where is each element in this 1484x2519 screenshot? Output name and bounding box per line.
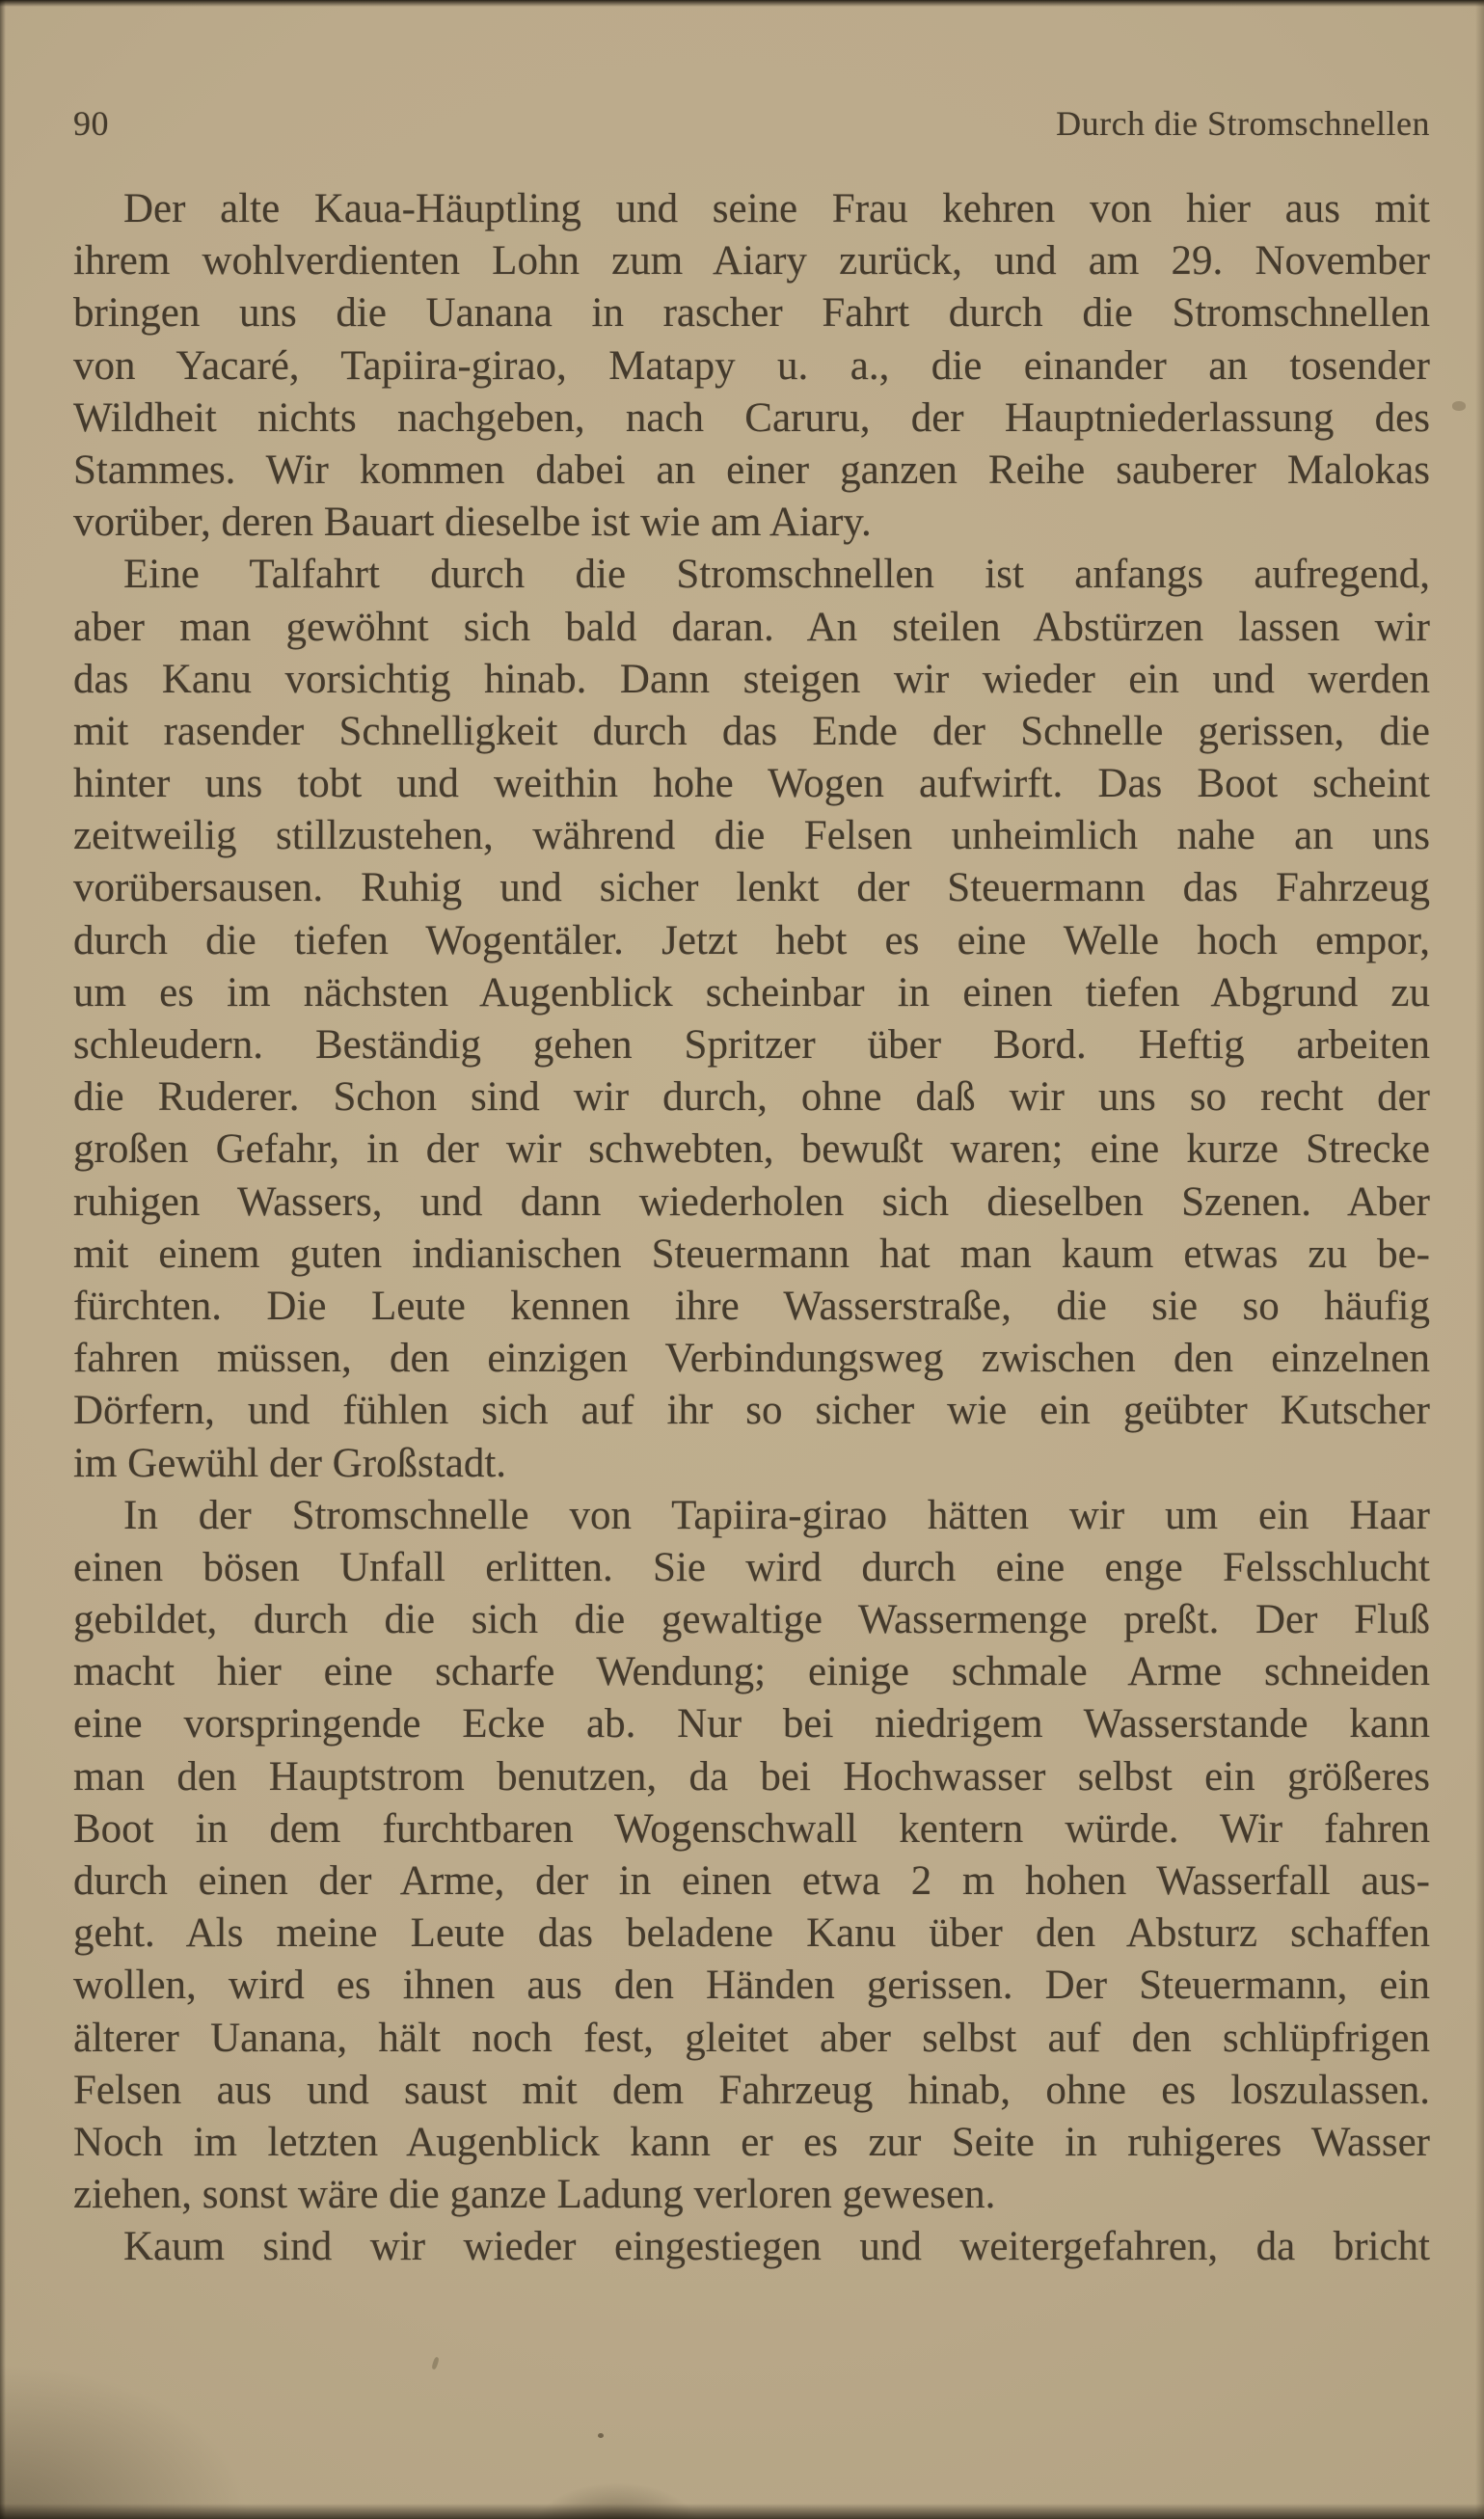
paper-smudge [526,2478,709,2519]
scan-edge-left [0,0,6,2519]
text-line: Wildheit nichts nachgeben, nach Caruru, der Hauptniederlassung des [73,394,1430,441]
text-line: um es im nächsten Augenblick scheinbar in einen tiefen Abgrund zu [73,969,1430,1016]
text-line: hinter uns tobt und weithin hohe Wogen aufwirft. Das Boot scheint [73,761,1430,807]
text-line: vorübersausen. Ruhig und sicher lenkt der Steuermann das Fahrzeug [73,865,1430,911]
text-line: Noch im letzten Augenblick kann er es zur Seite in ruhigeres Wasser [73,2119,1430,2165]
text-line: mit rasender Schnelligkeit durch das Ende der Schnelle gerissen, die [73,708,1430,754]
scan-edge-top [0,0,1484,7]
text-line: im Gewühl der Großstadt. [73,1440,507,1486]
text-line: fürchten. Die Leute kennen ihre Wasserstraße, die sie so häufig [73,1283,1430,1329]
text-line: mit einem guten indianischen Steuermann hat man kaum etwas zu be- [73,1231,1430,1277]
text-line: die Ruderer. Schon sind wir durch, ohne daß wir uns so recht der [73,1074,1430,1121]
text-line: zeitweilig stillzustehen, während die Felsen unheimlich nahe an uns [73,813,1430,859]
text-line: Eine Talfahrt durch die Stromschnellen ist anfangs aufregend, [123,552,1430,598]
text-line: fahren müssen, den einzigen Verbindungsweg zwischen den einzelnen [73,1336,1430,1382]
text-body [73,183,1430,2274]
page-number: 90 [73,104,109,143]
paper-corner-shade [0,2363,251,2519]
running-header-title: Durch die Stromschnellen [1056,104,1430,143]
text-line: Felsen aus und saust mit dem Fahrzeug hinab, ohne es loszulassen. [73,2067,1430,2113]
paper-speck [431,2357,440,2370]
text-line: schleudern. Beständig gehen Spritzer über Bord. Heftig arbeiten [73,1022,1430,1068]
text-line: Stammes. Wir kommen dabei an einer ganzen Reihe sauberer Malokas [73,447,1430,493]
scan-edge-right [1475,0,1484,2519]
text-line: von Yacaré, Tapiira-girao, Matapy u. a., die einander an tosender [73,342,1430,389]
text-line: geht. Als meine Leute das beladene Kanu über den Absturz schaffen [73,1910,1430,1957]
text-line: einen bösen Unfall erlitten. Sie wird durch eine enge Felsschlucht [73,1544,1430,1590]
text-line: ziehen, sonst wäre die ganze Ladung verloren gewesen. [73,2172,996,2218]
paper-speck [598,2433,604,2438]
text-line: durch einen der Arme, der in einen etwa 2 m hohen Wasserfall aus- [73,1858,1430,1904]
text-line: ruhigen Wassers, und dann wiederholen sich dieselben Szenen. Aber [73,1178,1430,1225]
text-line: das Kanu vorsichtig hinab. Dann steigen wir wieder ein und werden [73,656,1430,702]
text-line: aber man gewöhnt sich bald daran. An steilen Abstürzen lassen wir [73,604,1430,650]
text-line: In der Stromschnelle von Tapiira-girao hätten wir um ein Haar [123,1492,1430,1538]
text-line: vorüber, deren Bauart dieselbe ist wie am Aiary. [73,500,872,546]
text-line: Boot in dem furchtbaren Wogenschwall kentern würde. Wir fahren [73,1805,1430,1852]
text-line: gebildet, durch die sich die gewaltige Wassermenge preßt. Der Fluß [73,1597,1430,1643]
text-line: bringen uns die Uanana in rascher Fahrt durch die Stromschnellen [73,290,1430,337]
text-line: ihrem wohlverdienten Lohn zum Aiary zurück, und am 29. November [73,238,1430,284]
text-line: älterer Uanana, hält noch fest, gleitet aber selbst auf den schlüpfrigen [73,2015,1430,2061]
running-header [73,106,1430,141]
text-line: macht hier eine scharfe Wendung; einige schmale Arme schneiden [73,1649,1430,1695]
text-line: großen Gefahr, in der wir schwebten, bewußt waren; eine kurze Strecke [73,1126,1430,1173]
paper-speck [1452,401,1466,411]
text-line: durch die tiefen Wogentäler. Jetzt hebt es eine Welle hoch empor, [73,917,1430,963]
scan-edge-bottom [0,2504,1484,2519]
text-line: eine vorspringende Ecke ab. Nur bei niedrigem Wasserstande kann [73,1701,1430,1747]
text-line: Kaum sind wir wieder eingestiegen und weitergefahren, da bricht [123,2224,1430,2270]
text-line: Dörfern, und fühlen sich auf ihr so sicher wie ein geübter Kutscher [73,1388,1430,1434]
text-line: Der alte Kaua-Häuptling und seine Frau kehren von hier aus mit [123,186,1430,231]
text-line: wollen, wird es ihnen aus den Händen gerissen. Der Steuermann, ein [73,1963,1430,2009]
text-line: man den Hauptstrom benutzen, da bei Hochwasser selbst ein größeres [73,1753,1430,1800]
